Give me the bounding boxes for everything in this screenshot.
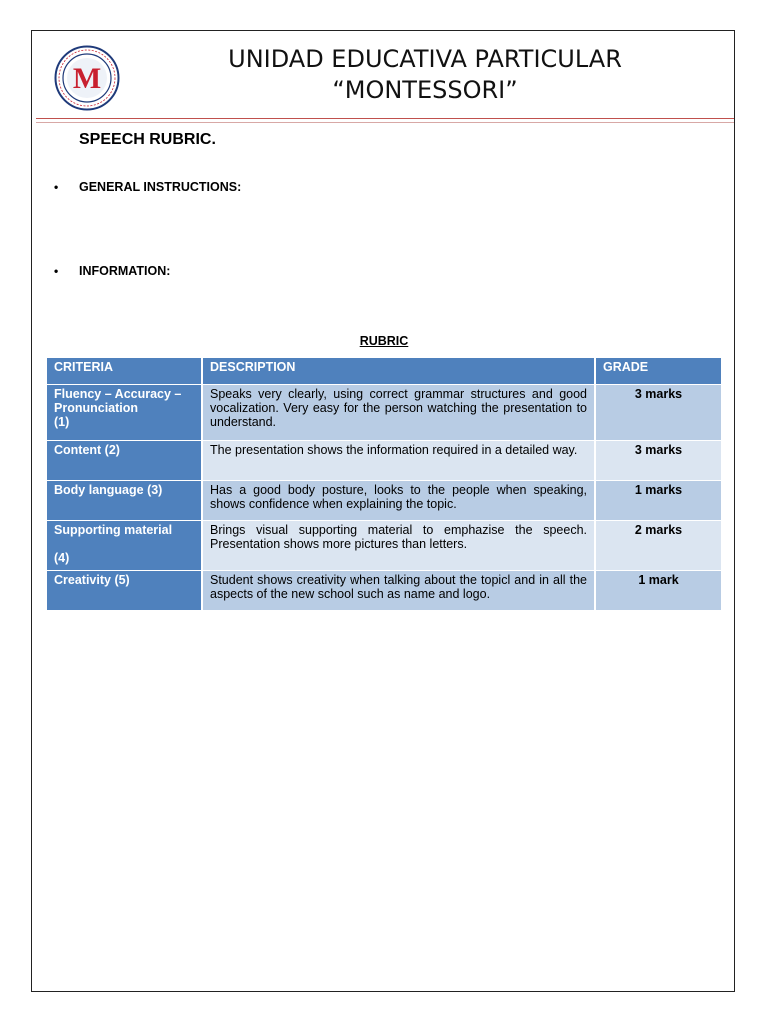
description-cell: Speaks very clearly, using correct grammar structures and good vocalization. Very easy for the person watching the presentation to understand. — [202, 385, 595, 441]
rubric-row — [47, 481, 722, 521]
bullet-label: INFORMATION: — [79, 264, 171, 278]
rubric-row — [47, 521, 722, 571]
bullet-dot-icon: • — [54, 264, 59, 278]
rubric-table — [47, 358, 723, 611]
description-cell: Brings visual supporting material to emphazise the speech. Presentation shows more pictures than letters. — [202, 521, 595, 571]
school-logo — [54, 45, 120, 111]
criteria-cell: Content (2) — [47, 441, 202, 481]
school-name-line-1: UNIDAD EDUCATIVA PARTICULAR — [228, 45, 622, 73]
rubric-heading: RUBRIC — [359, 334, 409, 348]
header-rule — [36, 118, 734, 119]
header-criteria: CRITERIA — [47, 358, 202, 385]
description-cell: Has a good body posture, looks to the people when speaking, shows confidence when explaining the topic. — [202, 481, 595, 521]
school-name — [160, 44, 690, 106]
grade-cell: 3 marks — [595, 441, 722, 481]
header-rule-secondary — [36, 122, 734, 123]
criteria-cell: Supporting material (4) — [47, 521, 202, 571]
grade-cell: 2 marks — [595, 521, 722, 571]
rubric-row — [47, 385, 722, 441]
document-title: SPEECH RUBRIC. — [79, 131, 216, 148]
rubric-row — [47, 441, 722, 481]
header-description: DESCRIPTION — [202, 358, 595, 385]
bullet-label: GENERAL INSTRUCTIONS: — [79, 180, 242, 194]
logo-letter: M — [72, 62, 102, 95]
description-cell: The presentation shows the information required in a detailed way. — [202, 441, 595, 481]
grade-cell: 3 marks — [595, 385, 722, 441]
criteria-cell: Fluency – Accuracy – Pronunciation (1) — [47, 385, 202, 441]
rubric-header-row — [47, 358, 722, 385]
criteria-cell: Creativity (5) — [47, 571, 202, 611]
bullet-dot-icon: • — [54, 180, 59, 194]
criteria-cell: Body language (3) — [47, 481, 202, 521]
school-name-line-2: “MONTESSORI” — [332, 76, 518, 104]
header-grade: GRADE — [595, 358, 722, 385]
description-cell: Student shows creativity when talking about the topicl and in all the aspects of the new school such as name and logo. — [202, 571, 595, 611]
grade-cell: 1 mark — [595, 571, 722, 611]
rubric-row — [47, 571, 722, 611]
grade-cell: 1 marks — [595, 481, 722, 521]
